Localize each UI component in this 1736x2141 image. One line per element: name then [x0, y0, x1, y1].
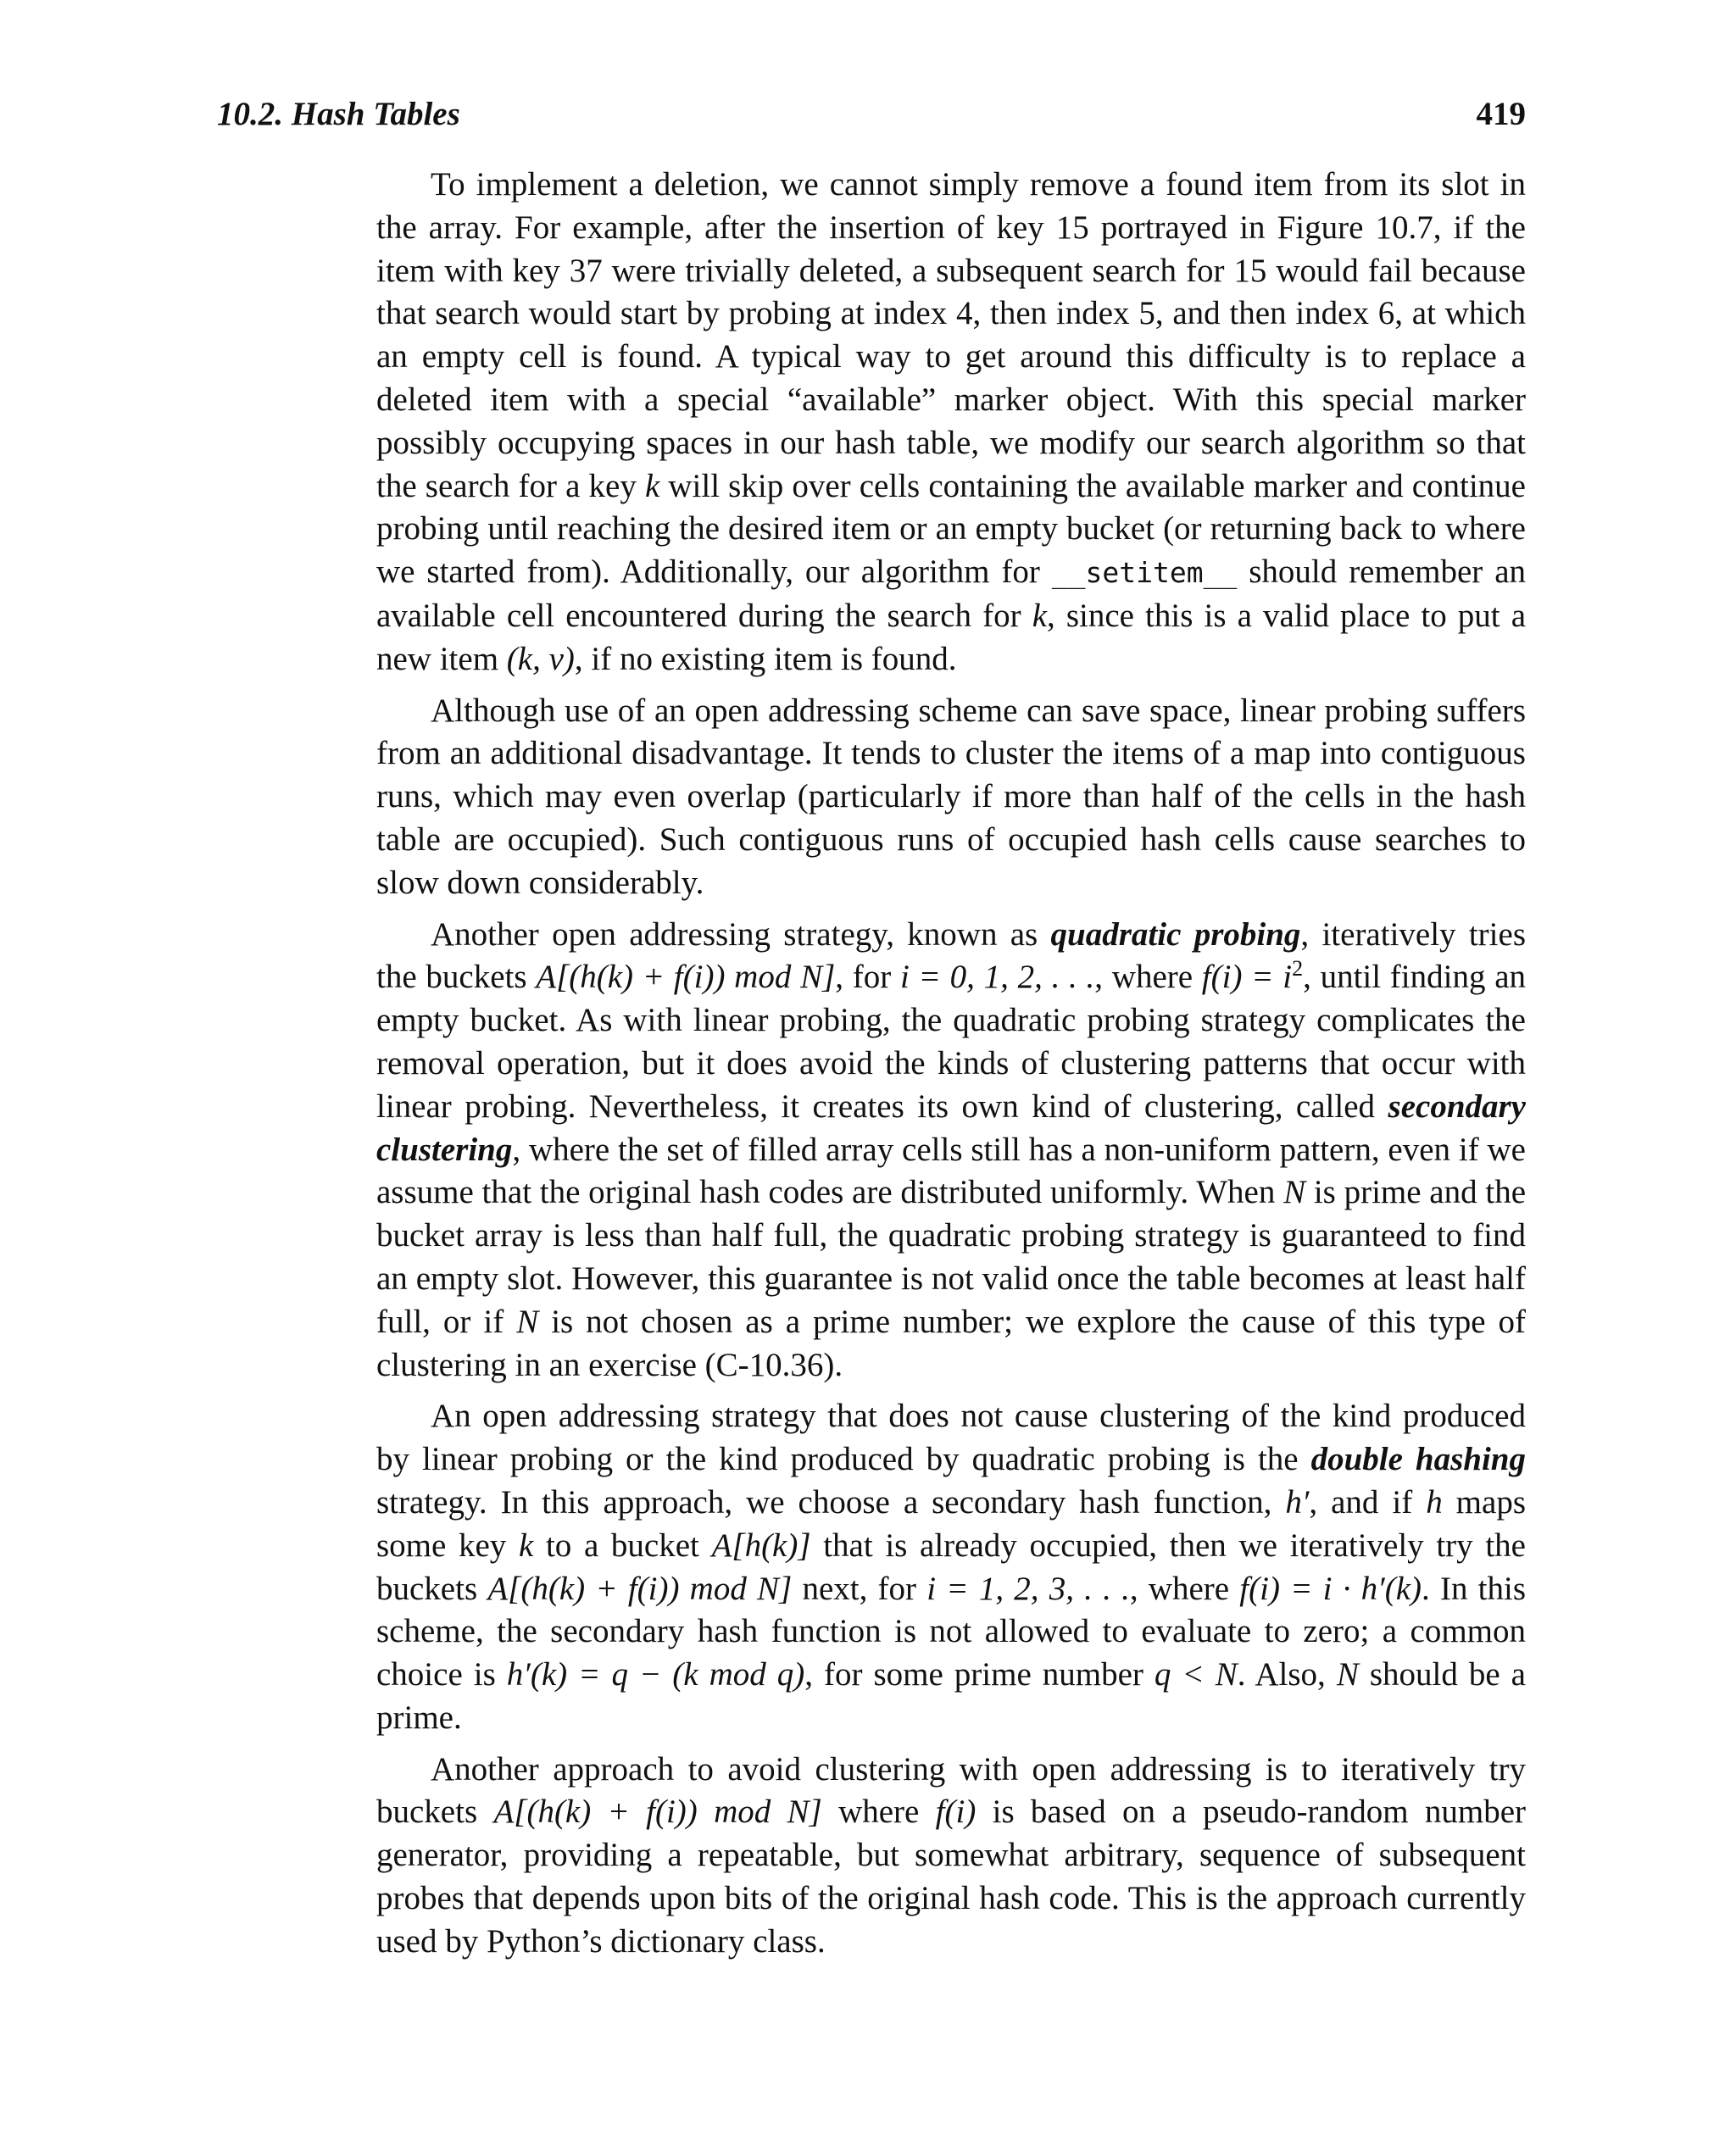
math-expression: A[(h(k) + f(i)) mod N] — [536, 959, 836, 996]
text-run: should be a prime. — [376, 1656, 1526, 1736]
text-run: Another approach to avoid clustering with open addressing is to iteratively try buckets — [376, 1750, 1526, 1831]
math-pair: (k, v) — [506, 640, 575, 677]
text-run: to a bucket — [533, 1527, 712, 1564]
math-var: N — [516, 1303, 539, 1340]
math-var: N — [1283, 1174, 1306, 1211]
text-run: , until finding an empty bucket. As with linear probing, the quadratic probing strategy complicates the removal operation, but it does avoid the kinds of clustering patterns that occur with linear probing. Nevertheless, it creates its own kind of clustering, called — [376, 959, 1527, 1125]
math-expression: f(i) = i · h′(k) — [1239, 1570, 1422, 1607]
text-run: will skip over cells containing the available marker and continue probing until reaching the desired item or an empty bucket (or returning back to where we started from). Additionally, our algorithm for — [376, 467, 1526, 591]
text-run: that is already occupied, then we iteratively try the buckets — [376, 1527, 1526, 1607]
text-run: . Also, — [1237, 1656, 1337, 1693]
text-run: , iteratively tries the buckets — [376, 915, 1526, 996]
text-run: , since this is a valid place to put a new item — [376, 597, 1527, 677]
text-run: Another open addressing strategy, known as — [431, 915, 1051, 953]
text-run: Although use of an open addressing scheme can save space, linear probing suffers from an additional disadvantage. It tends to cluster the items of a map into contiguous runs, which may even overlap (particularly if more than half of the cells in the hash table are occupied). Such contiguous runs of occupied hash cells cause searches to slow down considerably. — [376, 692, 1526, 901]
math-var: k — [518, 1527, 534, 1564]
math-expression: f(i) — [935, 1793, 976, 1831]
math-var: h′ — [1285, 1483, 1310, 1521]
text-run: , where — [1129, 1570, 1240, 1607]
term-quadratic-probing: quadratic probing — [1050, 915, 1301, 953]
text-run: , and if — [1309, 1483, 1427, 1521]
term-secondary-clustering: secondary clustering — [376, 1087, 1526, 1168]
text-run: where — [821, 1793, 936, 1831]
math-var: h — [1426, 1483, 1443, 1521]
term-double-hashing: double hashing — [1310, 1441, 1526, 1478]
math-var: N — [1336, 1656, 1359, 1693]
text-run: An open addressing strategy that does not cause clustering of the kind produced by linear probing or the kind produced by quadratic probing is the — [376, 1398, 1526, 1478]
text-run: strategy. In this approach, we choose a secondary hash function, — [376, 1483, 1286, 1521]
math-var: k — [644, 467, 660, 504]
text-run: To implement a deletion, we cannot simply remove a found item from its slot in the array. For example, after the insertion of key 15 portrayed in Figure 10.7, if the item with key 37 were trivially deleted, a subsequent search for 15 would fail because that search would start by probing at index 4, then index 5, and then index 6, at which an empty cell is found. A typical way to get around this difficulty is to replace a deleted item with a special “available” marker object. With this special marker possibly occupying spaces in our hash table, we modify our search algorithm so that the search for a key — [376, 166, 1526, 504]
text-run: , where the set of filled array cells still has a non-uniform pattern, even if we assume that the original hash codes are distributed uniformly. When — [376, 1131, 1526, 1211]
text-run: should remember an available cell encountered during the search for — [376, 553, 1527, 634]
body-text — [376, 164, 1526, 1972]
text-run: . In this scheme, the secondary hash function is not allowed to evaluate to zero; a common choice is — [376, 1570, 1526, 1693]
math-expression: A[(h(k) + f(i)) mod N] — [493, 1793, 822, 1831]
math-exponent: 2 — [1292, 956, 1304, 982]
math-expression: f(i) = i — [1201, 959, 1293, 996]
math-expression: A[h(k)] — [711, 1527, 811, 1564]
text-run: , for — [835, 959, 900, 996]
text-run: is based on a pseudo-random number generator, providing a repeatable, but somewhat arbitrary, sequence of subsequent probes that depends upon bits of the original hash code. This is the approach currently used by Python’s dictionary class. — [376, 1793, 1527, 1960]
text-run: maps some key — [376, 1483, 1527, 1564]
paragraph-pseudo-random — [376, 1749, 1526, 1964]
text-run: , for some prime number — [804, 1656, 1155, 1693]
running-head — [217, 95, 1526, 146]
math-expression: i = 0, 1, 2, . . . — [899, 959, 1095, 996]
paragraph-deletion — [376, 164, 1526, 681]
code-setitem: __setitem__ — [1051, 556, 1238, 590]
math-expression: A[(h(k) + f(i)) mod N] — [487, 1570, 793, 1607]
paragraph-quadratic-probing — [376, 914, 1526, 1387]
math-expression: h′(k) = q − (k mod q) — [506, 1656, 805, 1693]
text-run: , if no existing item is found. — [574, 640, 957, 677]
section-title: 10.2. Hash Tables — [217, 96, 460, 132]
text-run: next, for — [792, 1570, 927, 1607]
text-run: , where — [1094, 959, 1202, 996]
text-run: is not chosen as a prime number; we explore the cause of this type of clustering in an exercise (C-10.36). — [376, 1303, 1526, 1383]
math-var: k — [1032, 597, 1048, 634]
paragraph-linear-probing — [376, 690, 1526, 905]
math-expression: q < N — [1154, 1656, 1238, 1693]
text-run: is prime and the bucket array is less than half full, the quadratic probing strategy is guaranteed to find an empty slot. However, this guarantee is not valid once the table becomes at least half full, or if — [376, 1174, 1527, 1340]
paragraph-double-hashing — [376, 1395, 1526, 1739]
page-number: 419 — [1476, 96, 1526, 132]
math-expression: i = 1, 2, 3, . . . — [926, 1570, 1130, 1607]
